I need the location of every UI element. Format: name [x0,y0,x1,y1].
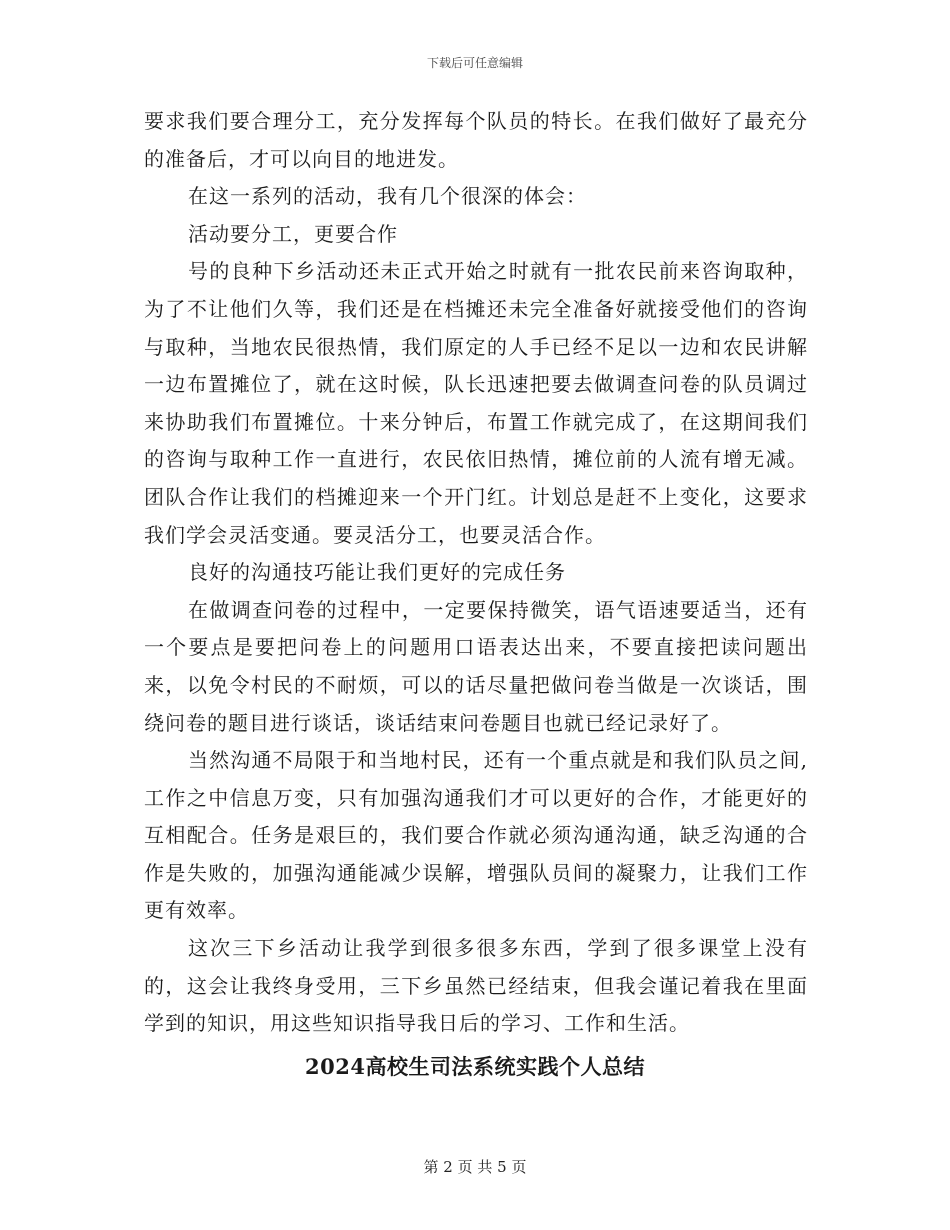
paragraph: 当然沟通不局限于和当地村民，还有一个重点就是和我们队员之间,工作之中信息万变，只有加强沟通我们才可以更好的合作，才能更好的互相配合。任务是艰巨的，我们要合作就必须沟通沟通，缺乏沟通的合作是失败的，加强沟通能减少误解，增强队员间的凝聚力，让我们工作更有效率。 [144,748,808,923]
page-number: 第 2 页 共 5 页 [423,1158,527,1176]
section-heading: 良好的沟通技巧能让我们更好的完成任务 [188,560,566,585]
paragraph: 这次三下乡活动让我学到很多很多东西，学到了很多课堂上没有的，这会让我终身受用，三下乡虽然已经结束，但我会谨记着我在里面学到的知识，用这些知识指导我日后的学习、工作和生活。 [144,936,808,1036]
document-body [144,103,808,1043]
paragraph: 号的良种下乡活动还未正式开始之时就有一批农民前来咨询取种，为了不让他们久等，我们还是在档摊还未完全准备好就接受他们的咨询与取种，当地农民很热情，我们原定的人手已经不足以一边和农民讲解一边布置摊位了，就在这时候，队长迅速把要去做调查问卷的队员调过来协助我们布置摊位。十来分钟后，布置工作就完成了，在这期间我们的咨询与取种工作一直进行，农民依旧热情，摊位前的人流有增无减。团队合作让我们的档摊迎来一个开门红。计划总是赶不上变化，这要求我们学会灵活变通。要灵活分工，也要灵活合作。 [144,259,808,547]
paragraph: 在做调查问卷的过程中，一定要保持微笑，语气语速要适当，还有一个要点是要把问卷上的问题用口语表达出来，不要直接把读问题出来，以免令村民的不耐烦，可以的话尽量把做问卷当做是一次谈话，围绕问卷的题目进行谈话，谈话结束问卷题目也就已经记录好了。 [144,597,808,735]
document-title: 2024高校生司法系统实践个人总结 [305,1054,645,1079]
page-header: 下载后可任意编辑 [426,56,523,70]
paragraph: 要求我们要合理分工，充分发挥每个队员的特长。在我们做好了最充分的准备后，才可以向目的地进发。 [144,109,808,171]
paragraph: 在这一系列的活动，我有几个很深的体会： [188,184,587,209]
section-heading: 活动要分工，更要合作 [188,221,398,246]
